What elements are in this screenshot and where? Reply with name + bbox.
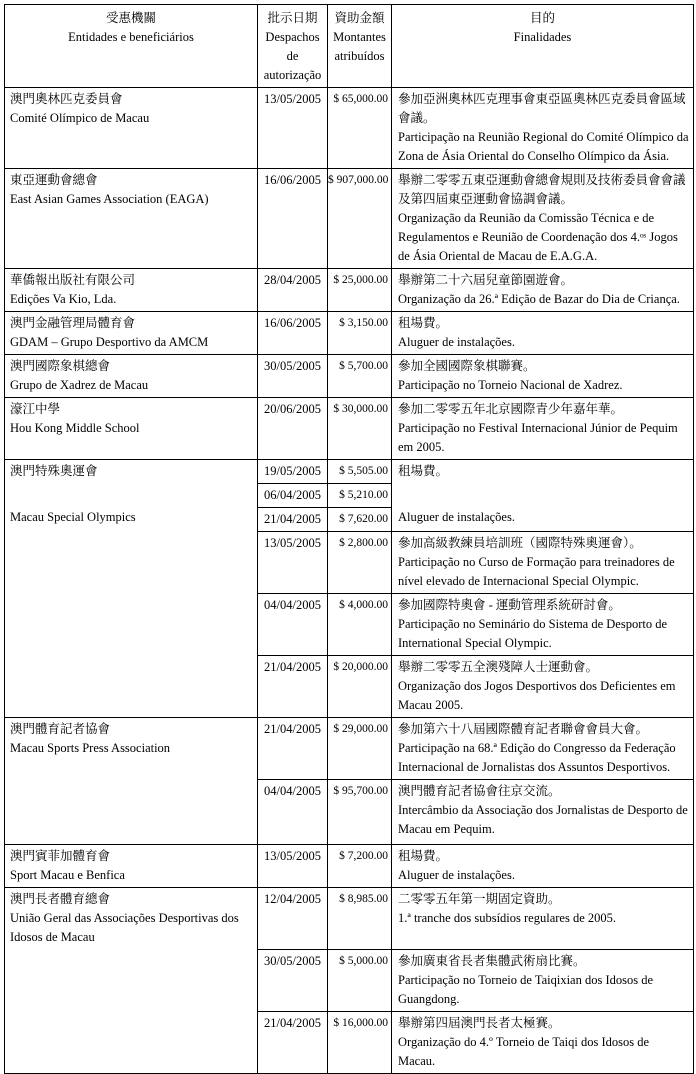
table-row xyxy=(5,269,694,312)
header-date-zh: 批示日期 xyxy=(267,11,318,25)
entity-name-pt: União Geral das Associações Desportivas dos Idosos de Macau xyxy=(10,911,239,944)
entity-name-zh: 華僑報出版社有限公司 xyxy=(10,273,136,287)
purpose-pt: Participação no Curso de Formação para treinadores de nível elevado de Internacional Special Olympic. xyxy=(398,555,675,588)
entity-cell xyxy=(5,460,258,718)
purpose-pt: Organização dos Jogos Desportivos dos Deficientes em Macau 2005. xyxy=(398,679,676,712)
date-value: 16/06/2005 xyxy=(258,312,328,355)
date-value: 04/04/2005 xyxy=(258,594,328,656)
subsidy-table xyxy=(4,4,694,1074)
purpose-zh: 參加全國國際象棋聯賽。 xyxy=(398,359,536,373)
amount-value: $ 907,000.00 xyxy=(328,169,392,269)
purpose-pt: Organização da Reunião da Comissão Técnica e de Regulamentos e Reunião de Coordenação dos 4.ᵒˢ Jogos de Ásia Oriental de Macau de E.A.G.A. xyxy=(398,211,678,263)
amount-value: $ 8,985.00 xyxy=(328,888,392,950)
amount-value: $ 20,000.00 xyxy=(328,656,392,718)
table-row xyxy=(5,718,694,780)
entity-name-zh: 澳門國際象棋總會 xyxy=(10,359,111,373)
entity-cell xyxy=(5,88,258,169)
table-row xyxy=(5,888,694,950)
purpose-pt: Participação no Torneio Nacional de Xadrez. xyxy=(398,378,623,392)
purpose-pt: Participação na 68.ª Edição do Congresso da Federação Internacional de Jornalistas dos Assuntos Desportivos. xyxy=(398,741,676,774)
entity-name-pt: Sport Macau e Benfica xyxy=(10,868,125,882)
table-row xyxy=(5,88,694,169)
entity-name-pt: Comité Olímpico de Macau xyxy=(10,111,150,125)
purpose-cell xyxy=(392,594,694,656)
purpose-pt: Organização do 4.º Torneio de Taiqi dos Idosos de Macau. xyxy=(398,1035,650,1068)
date-value: 21/04/2005 xyxy=(258,656,328,718)
amount-value: $ 16,000.00 xyxy=(328,1012,392,1074)
date-value: 30/05/2005 xyxy=(258,355,328,398)
purpose-zh: 租場費。 xyxy=(398,464,449,478)
amount-value: $ 5,700.00 xyxy=(328,355,392,398)
entity-name-zh: 東亞運動會總會 xyxy=(10,173,98,187)
amount-value: $ 3,150.00 xyxy=(328,312,392,355)
header-purpose-pt: Finalidades xyxy=(513,30,572,44)
purpose-zh: 舉辦二零零五全澳殘障人士運動會。 xyxy=(398,660,599,674)
amount-value: $ 5,000.00 xyxy=(328,950,392,1012)
header-date-pt: Despachos de autorização xyxy=(263,30,322,82)
entity-name-zh: 澳門特殊奧運會 xyxy=(10,464,98,478)
entity-name-pt: GDAM – Grupo Desportivo da AMCM xyxy=(10,335,209,349)
amount-value: $ 30,000.00 xyxy=(328,398,392,460)
purpose-pt: 1.ª tranche dos subsídios regulares de 2005. xyxy=(398,911,616,925)
date-value: 21/04/2005 xyxy=(258,1012,328,1074)
purpose-zh: 舉辦第四屆澳門長者太極賽。 xyxy=(398,1016,561,1030)
purpose-cell xyxy=(392,845,694,888)
table-row xyxy=(5,355,694,398)
purpose-zh: 租場費。 xyxy=(398,849,449,863)
date-value: 12/04/2005 xyxy=(258,888,328,950)
purpose-pt: Intercâmbio da Associação dos Jornalistas de Desporto de Macau em Pequim. xyxy=(398,803,688,836)
date-value: 13/05/2005 xyxy=(258,532,328,594)
entity-name-pt: East Asian Games Association (EAGA) xyxy=(10,192,209,206)
amount-value: $ 2,800.00 xyxy=(328,532,392,594)
table-header-row xyxy=(5,5,694,88)
table-row xyxy=(5,460,694,484)
purpose-cell xyxy=(392,1012,694,1074)
purpose-zh: 參加高級教練員培訓班（國際特殊奧運會）。 xyxy=(398,536,642,550)
purpose-zh: 澳門體育記者協會往京交流。 xyxy=(398,784,561,798)
date-value: 16/06/2005 xyxy=(258,169,328,269)
purpose-pt: Participação na Reunião Regional do Comité Olímpico da Zona de Ásia Oriental do Conselho Olímpico da Ásia. xyxy=(398,130,689,163)
purpose-cell xyxy=(392,88,694,169)
entity-name-pt: Macau Sports Press Association xyxy=(10,741,171,755)
purpose-zh: 舉辦二零零五東亞運動會總會規則及技術委員會會議及第四屆東亞運動會協調會議。 xyxy=(398,173,686,206)
purpose-cell xyxy=(392,269,694,312)
table-row xyxy=(5,169,694,269)
date-value: 13/05/2005 xyxy=(258,845,328,888)
purpose-cell xyxy=(392,656,694,718)
entity-name-zh: 濠江中學 xyxy=(10,402,61,416)
date-value: 21/04/2005 xyxy=(258,718,328,780)
date-value: 06/04/2005 xyxy=(258,484,328,508)
purpose-cell xyxy=(392,532,694,594)
amount-value: $ 5,505.00 xyxy=(328,460,392,484)
purpose-cell xyxy=(392,460,694,532)
entity-cell xyxy=(5,888,258,1074)
entity-cell xyxy=(5,845,258,888)
header-entities xyxy=(5,5,258,88)
entity-name-zh: 澳門長者體育總會 xyxy=(10,892,111,906)
header-amount-pt: Montantes atribuídos xyxy=(333,30,386,63)
entity-name-zh: 澳門奧林匹克委員會 xyxy=(10,92,123,106)
purpose-pt: Participação no Festival Internacional Júnior de Pequim em 2005. xyxy=(398,421,678,454)
amount-value: $ 7,200.00 xyxy=(328,845,392,888)
table-row xyxy=(5,398,694,460)
purpose-cell xyxy=(392,888,694,950)
entity-cell xyxy=(5,718,258,845)
header-amount-zh: 資助金額 xyxy=(334,11,385,25)
entity-cell xyxy=(5,312,258,355)
entity-name-zh: 澳門體育記者協會 xyxy=(10,722,111,736)
amount-value: $ 7,620.00 xyxy=(328,508,392,532)
date-value: 28/04/2005 xyxy=(258,269,328,312)
entity-name-pt: Hou Kong Middle School xyxy=(10,421,140,435)
purpose-cell xyxy=(392,312,694,355)
entity-name-pt: Macau Special Olympics xyxy=(10,510,136,524)
purpose-zh: 參加亞洲奧林匹克理事會東亞區奧林匹克委員會區域會議。 xyxy=(398,92,686,125)
entity-name-pt: Grupo de Xadrez de Macau xyxy=(10,378,149,392)
purpose-pt: Aluguer de instalações. xyxy=(398,510,515,524)
entity-name-zh: 澳門金融管理局體育會 xyxy=(10,316,136,330)
amount-value: $ 4,000.00 xyxy=(328,594,392,656)
entity-cell xyxy=(5,398,258,460)
entity-name-pt: Edições Va Kio, Lda. xyxy=(10,292,117,306)
amount-value: $ 25,000.00 xyxy=(328,269,392,312)
amount-value: $ 95,700.00 xyxy=(328,780,392,845)
purpose-cell xyxy=(392,355,694,398)
header-purpose xyxy=(392,5,694,88)
purpose-pt: Participação no Seminário do Sistema de Desporto de International Special Olympic. xyxy=(398,617,668,650)
entity-cell xyxy=(5,169,258,269)
purpose-cell xyxy=(392,950,694,1012)
date-value: 21/04/2005 xyxy=(258,508,328,532)
purpose-cell xyxy=(392,169,694,269)
date-value: 04/04/2005 xyxy=(258,780,328,845)
amount-value: $ 5,210.00 xyxy=(328,484,392,508)
table-row xyxy=(5,845,694,888)
entity-cell xyxy=(5,355,258,398)
purpose-pt: Participação no Torneio de Taiqixian dos Idosos de Guangdong. xyxy=(398,973,654,1006)
date-value: 30/05/2005 xyxy=(258,950,328,1012)
purpose-zh: 二零零五年第一期固定資助。 xyxy=(398,892,561,906)
entity-cell xyxy=(5,269,258,312)
purpose-cell xyxy=(392,780,694,845)
table-row xyxy=(5,312,694,355)
purpose-pt: Aluguer de instalações. xyxy=(398,868,515,882)
purpose-zh: 租場費。 xyxy=(398,316,449,330)
purpose-zh: 參加廣東省長者集體武術扇比賽。 xyxy=(398,954,586,968)
amount-value: $ 65,000.00 xyxy=(328,88,392,169)
header-amount xyxy=(328,5,392,88)
date-value: 19/05/2005 xyxy=(258,460,328,484)
header-date xyxy=(258,5,328,88)
purpose-cell xyxy=(392,398,694,460)
purpose-zh: 舉辦第二十六屆兒童節園遊會。 xyxy=(398,273,574,287)
entity-name-zh: 澳門賓菲加體育會 xyxy=(10,849,111,863)
purpose-pt: Organização da 26.ª Edição de Bazar do Dia de Criança. xyxy=(398,292,680,306)
purpose-cell xyxy=(392,718,694,780)
purpose-pt: Aluguer de instalações. xyxy=(398,335,515,349)
amount-value: $ 29,000.00 xyxy=(328,718,392,780)
purpose-zh: 參加國際特奧會 - 運動管理系統研討會。 xyxy=(398,598,621,612)
purpose-zh: 參加二零零五年北京國際青少年嘉年華。 xyxy=(398,402,624,416)
header-purpose-zh: 目的 xyxy=(529,11,555,25)
date-value: 13/05/2005 xyxy=(258,88,328,169)
date-value: 20/06/2005 xyxy=(258,398,328,460)
header-entities-pt: Entidades e beneficiários xyxy=(68,30,194,44)
header-entities-zh: 受惠機關 xyxy=(105,11,156,25)
purpose-zh: 參加第六十八屆國際體育記者聯會會員大會。 xyxy=(398,722,649,736)
